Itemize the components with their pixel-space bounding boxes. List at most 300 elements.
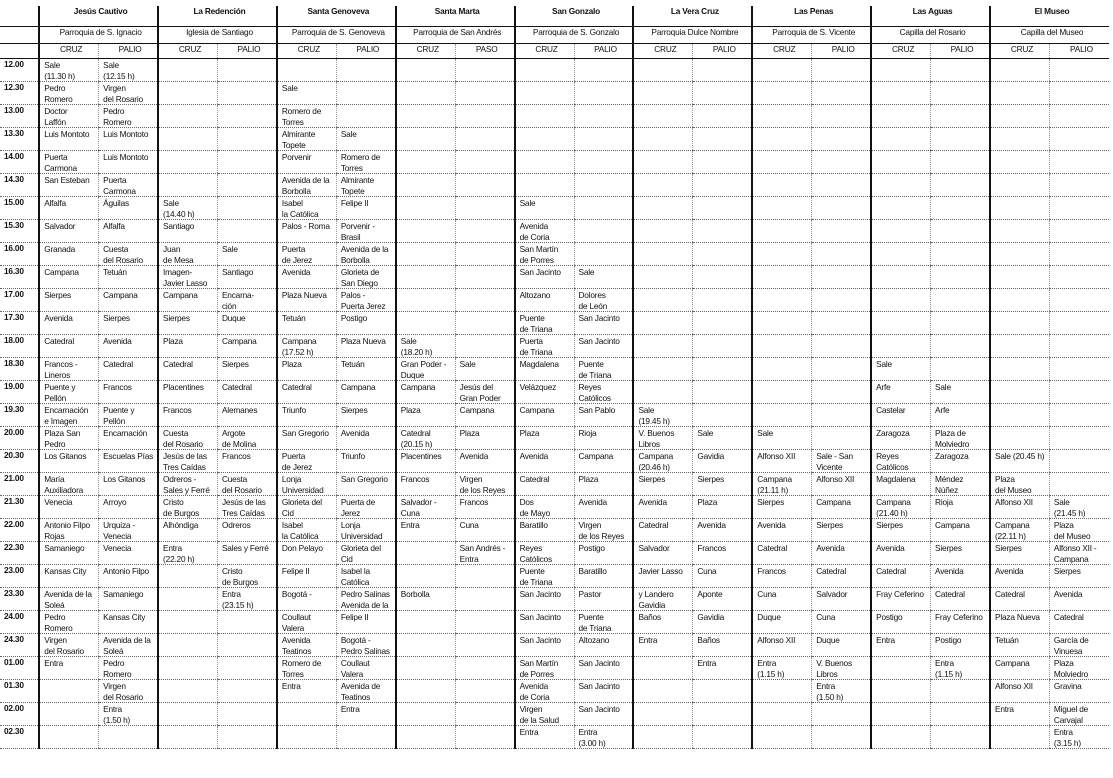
schedule-cell: Almirante Topete: [277, 128, 336, 151]
schedule-cell: Alfonso XII - Campana: [1049, 542, 1109, 565]
schedule-cell: [812, 174, 871, 197]
schedule-cell: Palos - Roma: [277, 220, 336, 243]
schedule-cell: [752, 82, 811, 105]
schedule-cell: [217, 105, 276, 128]
schedule-cell: Gravina: [1049, 680, 1109, 703]
schedule-cell: Jesús de las Tres Caídas: [217, 496, 276, 519]
schedule-cell: [455, 59, 514, 82]
schedule-cell: [158, 657, 217, 680]
schedule-cell: Escuelas Pías: [99, 450, 158, 473]
schedule-cell: [812, 358, 871, 381]
schedule-cell: Sale: [277, 82, 336, 105]
schedule-cell: [455, 634, 514, 657]
schedule-cell: [812, 335, 871, 358]
schedule-cell: [1049, 381, 1109, 404]
schedule-cell: Entra (23.15 h): [217, 588, 276, 611]
schedule-cell: [812, 220, 871, 243]
schedule-cell: [931, 358, 990, 381]
schedule-row: [0, 243, 1109, 266]
schedule-cell: [396, 59, 455, 82]
schedule-cell: Postigo: [931, 634, 990, 657]
schedule-row: [0, 542, 1109, 565]
schedule-cell: Encarnación: [99, 427, 158, 450]
schedule-cell: Puente de Triana: [574, 611, 633, 634]
schedule-cell: Entra: [871, 634, 930, 657]
schedule-cell: [455, 703, 514, 726]
schedule-cell: Magdalena: [515, 358, 574, 381]
schedule-cell: [1049, 82, 1109, 105]
corner-cell: [0, 27, 39, 44]
schedule-row: [0, 312, 1109, 335]
schedule-cell: Sale: [931, 381, 990, 404]
schedule-cell: Dolores de León: [574, 289, 633, 312]
schedule-cell: Campana: [217, 335, 276, 358]
column-label: CRUZ: [871, 44, 930, 59]
schedule-cell: Campana: [931, 519, 990, 542]
schedule-cell: [812, 128, 871, 151]
schedule-cell: Avenida: [812, 542, 871, 565]
schedule-cell: Puente y Pellón: [99, 404, 158, 427]
schedule-cell: [931, 289, 990, 312]
schedule-cell: Palos - Puerta Jerez: [336, 289, 395, 312]
schedule-cell: [574, 220, 633, 243]
schedule-cell: [1049, 335, 1109, 358]
schedule-cell: Plaza Nueva: [990, 611, 1049, 634]
schedule-cell: [515, 59, 574, 82]
schedule-cell: Francos: [396, 473, 455, 496]
schedule-cell: Alfonso XII: [752, 634, 811, 657]
schedule-row: [0, 404, 1109, 427]
schedule-cell: Sale: [871, 358, 930, 381]
time-label: 22.00: [0, 519, 39, 542]
schedule-cell: Entra (3.00 h): [574, 726, 633, 749]
schedule-cell: San Jacinto: [515, 266, 574, 289]
schedule-cell: Avenida de la Soleá: [39, 588, 98, 611]
schedule-cell: Alfonso XII: [990, 496, 1049, 519]
schedule-cell: San Jacinto: [574, 657, 633, 680]
schedule-cell: Sierpes: [158, 312, 217, 335]
schedule-cell: Entra (1.15 h): [752, 657, 811, 680]
schedule-cell: Entra: [39, 657, 98, 680]
schedule-cell: Entra (1.50 h): [812, 680, 871, 703]
header-names-row: [0, 6, 1109, 27]
schedule-cell: [396, 565, 455, 588]
column-label: PALIO: [99, 44, 158, 59]
schedule-cell: Odreros - Sales y Ferré: [158, 473, 217, 496]
schedule-cell: [990, 381, 1049, 404]
schedule-cell: [871, 657, 930, 680]
schedule-cell: [812, 427, 871, 450]
schedule-cell: [693, 703, 752, 726]
column-label: PASO: [455, 44, 514, 59]
schedule-cell: Catedral: [1049, 611, 1109, 634]
schedule-cell: [990, 82, 1049, 105]
schedule-cell: [812, 266, 871, 289]
schedule-cell: [455, 657, 514, 680]
time-label: 01.00: [0, 657, 39, 680]
schedule-cell: Luis Montoto: [99, 128, 158, 151]
schedule-cell: Plaza: [158, 335, 217, 358]
schedule-cell: [455, 128, 514, 151]
schedule-cell: Placentines: [158, 381, 217, 404]
schedule-cell: Entra: [396, 519, 455, 542]
schedule-cell: San Gregorio: [277, 427, 336, 450]
schedule-cell: Virgen del Rosario: [39, 634, 98, 657]
schedule-cell: [455, 726, 514, 749]
time-label: 12.30: [0, 82, 39, 105]
schedule-cell: [158, 82, 217, 105]
schedule-cell: [158, 128, 217, 151]
schedule-row: [0, 197, 1109, 220]
schedule-cell: Samaniego: [99, 588, 158, 611]
schedule-cell: Francos: [693, 542, 752, 565]
schedule-cell: [217, 174, 276, 197]
schedule-cell: Francos: [752, 565, 811, 588]
schedule-cell: [1049, 266, 1109, 289]
schedule-cell: [217, 59, 276, 82]
time-label: 12.00: [0, 59, 39, 82]
schedule-cell: Puerta de Jerez: [277, 243, 336, 266]
time-label: 22.30: [0, 542, 39, 565]
schedule-row: [0, 519, 1109, 542]
schedule-cell: Felipe II: [336, 611, 395, 634]
schedule-cell: Campana (20.46 h): [633, 450, 692, 473]
schedule-cell: Águilas: [99, 197, 158, 220]
schedule-cell: [871, 680, 930, 703]
time-label: 14.30: [0, 174, 39, 197]
schedule-cell: Tetuán: [99, 266, 158, 289]
time-label: 18.30: [0, 358, 39, 381]
schedule-cell: Postigo: [871, 611, 930, 634]
schedule-cell: [693, 404, 752, 427]
schedule-cell: Avenida: [99, 335, 158, 358]
schedule-cell: [871, 726, 930, 749]
column-label: PALIO: [336, 44, 395, 59]
schedule-cell: Glorieta del Cid: [277, 496, 336, 519]
time-label: 21.30: [0, 496, 39, 519]
schedule-cell: Sierpes: [39, 289, 98, 312]
schedule-cell: [871, 59, 930, 82]
schedule-cell: [990, 726, 1049, 749]
schedule-cell: [158, 151, 217, 174]
schedule-cell: [871, 703, 930, 726]
schedule-cell: Campana (21.40 h): [871, 496, 930, 519]
column-label: PALIO: [931, 44, 990, 59]
schedule-cell: [515, 128, 574, 151]
schedule-cell: Tetuán: [990, 634, 1049, 657]
schedule-cell: Alfalfa: [99, 220, 158, 243]
schedule-cell: [217, 128, 276, 151]
column-label: CRUZ: [515, 44, 574, 59]
time-label: 19.30: [0, 404, 39, 427]
schedule-cell: [396, 289, 455, 312]
schedule-cell: Campana: [515, 404, 574, 427]
schedule-cell: San Andrés - Entra: [455, 542, 514, 565]
schedule-row: [0, 381, 1109, 404]
schedule-cell: Plaza: [277, 358, 336, 381]
schedule-cell: San Jacinto: [574, 703, 633, 726]
schedule-cell: [1049, 450, 1109, 473]
schedule-cell: [396, 542, 455, 565]
schedule-cell: [693, 289, 752, 312]
schedule-cell: Zaragoza: [931, 450, 990, 473]
schedule-cell: Duque: [752, 611, 811, 634]
schedule-cell: Salvador: [39, 220, 98, 243]
header-church-row: [0, 27, 1109, 44]
schedule-cell: [990, 105, 1049, 128]
schedule-cell: [693, 128, 752, 151]
schedule-cell: V. Buenos Libros: [812, 657, 871, 680]
schedule-cell: [1049, 243, 1109, 266]
schedule-cell: Sale (14.40 h): [158, 197, 217, 220]
schedule-cell: Cuesta del Rosario: [217, 473, 276, 496]
schedule-cell: Plaza Nueva: [277, 289, 336, 312]
schedule-cell: [633, 335, 692, 358]
schedule-cell: Puerta Carmona: [99, 174, 158, 197]
schedule-cell: [455, 266, 514, 289]
schedule-cell: [455, 82, 514, 105]
schedule-cell: Campana: [990, 657, 1049, 680]
schedule-cell: Catedral: [812, 565, 871, 588]
schedule-row: [0, 82, 1109, 105]
schedule-cell: Zaragoza: [871, 427, 930, 450]
schedule-cell: Plaza: [396, 404, 455, 427]
schedule-cell: [396, 105, 455, 128]
schedule-cell: Catedral: [39, 335, 98, 358]
schedule-cell: Placentines: [396, 450, 455, 473]
time-label: 15.30: [0, 220, 39, 243]
schedule-cell: [217, 703, 276, 726]
schedule-cell: [158, 726, 217, 749]
schedule-cell: Avenida: [515, 450, 574, 473]
schedule-cell: [1049, 427, 1109, 450]
schedule-cell: San Gregorio: [336, 473, 395, 496]
schedule-cell: [990, 312, 1049, 335]
schedule-cell: [871, 266, 930, 289]
schedule-cell: Luis Montoto: [99, 151, 158, 174]
brotherhood-name: Jesús Cautivo: [39, 6, 158, 27]
schedule-cell: [693, 151, 752, 174]
schedule-cell: [931, 312, 990, 335]
schedule-cell: Cuna: [752, 588, 811, 611]
time-label: 17.00: [0, 289, 39, 312]
schedule-cell: Avenida: [455, 450, 514, 473]
schedule-cell: [1049, 197, 1109, 220]
column-label: PALIO: [1049, 44, 1109, 59]
schedule-cell: Plaza de Molviedro: [931, 427, 990, 450]
schedule-cell: Sale (21.45 h): [1049, 496, 1109, 519]
schedule-cell: Avenida de Teatinos: [336, 680, 395, 703]
schedule-cell: [812, 312, 871, 335]
schedule-cell: [990, 427, 1049, 450]
schedule-cell: [693, 59, 752, 82]
schedule-cell: [158, 588, 217, 611]
time-label: 17.30: [0, 312, 39, 335]
schedule-cell: Altozano: [515, 289, 574, 312]
schedule-cell: Granada: [39, 243, 98, 266]
schedule-cell: Campana: [336, 381, 395, 404]
schedule-cell: Puente de Triana: [515, 565, 574, 588]
schedule-cell: Venecia: [39, 496, 98, 519]
schedule-cell: Entra (1.50 h): [99, 703, 158, 726]
schedule-cell: [633, 680, 692, 703]
schedule-row: [0, 105, 1109, 128]
schedule-row: [0, 128, 1109, 151]
schedule-cell: [812, 59, 871, 82]
schedule-cell: Campana: [39, 266, 98, 289]
schedule-cell: [693, 335, 752, 358]
schedule-cell: Sierpes: [99, 312, 158, 335]
column-label: PALIO: [574, 44, 633, 59]
schedule-cell: [396, 82, 455, 105]
schedule-cell: [277, 59, 336, 82]
schedule-cell: San Jacinto: [574, 680, 633, 703]
schedule-cell: [693, 312, 752, 335]
schedule-cell: Sale - San Vicente: [812, 450, 871, 473]
schedule-cell: [633, 220, 692, 243]
schedule-cell: [871, 174, 930, 197]
schedule-cell: [336, 82, 395, 105]
schedule-cell: Entra (1.15 h): [931, 657, 990, 680]
column-label: PALIO: [693, 44, 752, 59]
schedule-cell: Avenida de la Borbolla: [336, 243, 395, 266]
schedule-cell: Puente de Triana: [515, 312, 574, 335]
schedule-row: [0, 726, 1109, 749]
schedule-cell: [812, 243, 871, 266]
schedule-cell: [871, 335, 930, 358]
schedule-cell: [396, 611, 455, 634]
schedule-cell: [396, 312, 455, 335]
schedule-cell: Sierpes: [633, 473, 692, 496]
schedule-cell: [990, 128, 1049, 151]
schedule-cell: Kansas City: [39, 565, 98, 588]
schedule-cell: Entra: [693, 657, 752, 680]
schedule-cell: [1049, 312, 1109, 335]
schedule-cell: Urquiza - Venecia: [99, 519, 158, 542]
schedule-row: [0, 220, 1109, 243]
schedule-cell: [752, 197, 811, 220]
schedule-cell: [931, 174, 990, 197]
brotherhood-name: La Redención: [158, 6, 277, 27]
schedule-cell: Catedral: [990, 588, 1049, 611]
schedule-cell: Catedral: [931, 588, 990, 611]
schedule-cell: [633, 174, 692, 197]
schedule-cell: Jesús del Gran Poder: [455, 381, 514, 404]
schedule-cell: Puente y Pellón: [39, 381, 98, 404]
schedule-cell: [633, 82, 692, 105]
schedule-cell: [455, 588, 514, 611]
brotherhood-church: Parroquia de San Andrés: [396, 27, 515, 44]
schedule-cell: [574, 105, 633, 128]
schedule-cell: Puerta Carmona: [39, 151, 98, 174]
schedule-cell: Puente de Triana: [574, 358, 633, 381]
schedule-cell: [633, 312, 692, 335]
schedule-cell: Baratillo: [574, 565, 633, 588]
schedule-cell: [752, 726, 811, 749]
schedule-cell: Virgen del Rosario: [99, 680, 158, 703]
schedule-cell: [633, 151, 692, 174]
schedule-cell: Sale (11.30 h): [39, 59, 98, 82]
schedule-cell: [633, 197, 692, 220]
schedule-cell: Campana: [158, 289, 217, 312]
schedule-cell: [633, 381, 692, 404]
schedule-cell: [871, 105, 930, 128]
schedule-cell: [277, 726, 336, 749]
schedule-cell: Catedral: [752, 542, 811, 565]
schedule-cell: Antonio Filpo Rojas: [39, 519, 98, 542]
schedule-cell: Avenida de Coria: [515, 220, 574, 243]
schedule-cell: [931, 243, 990, 266]
schedule-cell: Virgen de los Reyes: [574, 519, 633, 542]
schedule-cell: Sale: [693, 427, 752, 450]
schedule-cell: Plaza: [455, 427, 514, 450]
schedule-cell: Catedral: [158, 358, 217, 381]
column-label: CRUZ: [752, 44, 811, 59]
schedule-cell: Lonja Universidad: [277, 473, 336, 496]
schedule-cell: [396, 128, 455, 151]
schedule-cell: [693, 105, 752, 128]
schedule-cell: [455, 174, 514, 197]
schedule-cell: [931, 197, 990, 220]
schedule-cell: [990, 174, 1049, 197]
schedule-row: [0, 289, 1109, 312]
schedule-row: [0, 496, 1109, 519]
schedule-cell: Glorieta del Cid: [336, 542, 395, 565]
schedule-cell: Sale (18.20 h): [396, 335, 455, 358]
schedule-cell: Sale: [515, 197, 574, 220]
schedule-cell: [1049, 473, 1109, 496]
schedule-cell: Francos: [158, 404, 217, 427]
schedule-cell: [812, 404, 871, 427]
schedule-cell: [1049, 59, 1109, 82]
schedule-cell: Plaza del Museo: [1049, 519, 1109, 542]
schedule-cell: Javier Lasso: [633, 565, 692, 588]
schedule-cell: Alfonso XII: [812, 473, 871, 496]
schedule-cell: Avenida: [871, 542, 930, 565]
schedule-cell: Catedral (20.15 h): [396, 427, 455, 450]
schedule-cell: Fray Ceferino: [931, 611, 990, 634]
schedule-cell: Alfalfa: [39, 197, 98, 220]
schedule-cell: Plaza San Pedro: [39, 427, 98, 450]
schedule-row: [0, 174, 1109, 197]
schedule-cell: [455, 289, 514, 312]
schedule-cell: [217, 657, 276, 680]
schedule-cell: San Jacinto: [515, 611, 574, 634]
schedule-cell: [990, 358, 1049, 381]
schedule-cell: [396, 634, 455, 657]
schedule-cell: Gavidia: [693, 611, 752, 634]
schedule-cell: [812, 151, 871, 174]
schedule-cell: San Jacinto: [574, 312, 633, 335]
schedule-cell: [871, 289, 930, 312]
schedule-cell: Puerta de Triana: [515, 335, 574, 358]
schedule-cell: [515, 82, 574, 105]
column-label: PALIO: [812, 44, 871, 59]
schedule-cell: Argote de Molina: [217, 427, 276, 450]
schedule-cell: [931, 105, 990, 128]
schedule-cell: [990, 151, 1049, 174]
schedule-cell: [396, 266, 455, 289]
schedule-cell: Avenida: [1049, 588, 1109, 611]
schedule-cell: [752, 703, 811, 726]
schedule-cell: Entra (3.15 h): [1049, 726, 1109, 749]
schedule-cell: Sierpes: [336, 404, 395, 427]
schedule-cell: [871, 312, 930, 335]
schedule-cell: Sierpes: [217, 358, 276, 381]
schedule-cell: San Jacinto: [515, 588, 574, 611]
schedule-cell: [633, 128, 692, 151]
schedule-cell: [990, 220, 1049, 243]
